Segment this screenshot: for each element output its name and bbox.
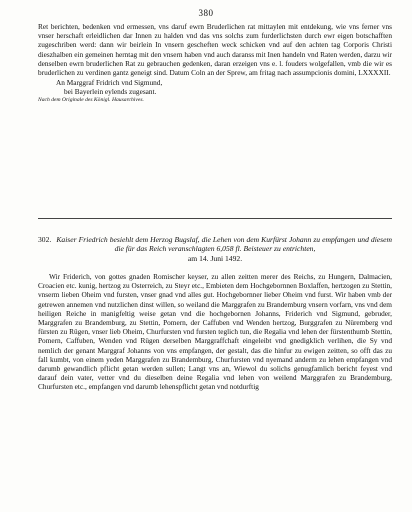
signature-line-2: bei Bayerlein eylends zugesant.	[64, 87, 157, 97]
source-note: Nach dem Originale des Königl. Hausarchives.	[38, 96, 144, 103]
signature-line-1: An Marggraf Fridrich vnd Sigmund,	[56, 78, 163, 88]
page-number: 380	[198, 8, 214, 18]
entry-heading	[38, 235, 392, 263]
entry-date: am 14. Juni 1492.	[187, 253, 243, 263]
section-divider	[38, 218, 392, 219]
entry-regest: Kaiser Friedrich besiehlt dem Herzog Bugslaf, die Lehen von dem Kurfürst Johann zu empfangen und diesem die für das Reich veranschlagten 6,058 fl. Beisteuer zu entrichten,	[56, 235, 392, 254]
body-paragraph: Wir Friderich, von gottes gnaden Romischer keyser, zu allen zeitten merer des Reichs, zu Hungern, Dalmacien, Croacien etc. kunig, hertzog zu Osterreich, zu Steyr etc., Embieten dem Hochgebornnen Boxlaffen, hertzogen zu Stettin, vnserm lieben Oheim vnd fursten, vnser gnad vnd alles gut. Hochgebornner lieber Oheim vnd furst. Wir haben vmb der getrewen annemen vnd nutzlichen dinst willen, so weiland die Marggrafen zu Brandemburg vnsern vorfarn, vns vnd dem heiligen Reiche in manigfeltig weise getan vnd die hochgebornen Johanns, Friderich vnd Sigmund, gebruder, Marggrafen zu Brandemburg, zu Stettin, Pomern, der Caffuben vnd Wenden hertzog, Burggrafen zu Nüremberg vnd fürsten zu Rügen, vnser lieb Oheim, Churfursten vnd fursten teglich tun, die Regalia vnd lehen der fürstenthumb Stettin, Pomern, Caffuben, Wenden vnd Rügen derselben Marggraffchaft eingeleibt vnd gnedigklich verlihen, die Sy vnd nemlich der genant Marggraf Johanns von vns empfangen, der gestalt, das die hinfur zu ewigen zeitten, so offt das zu fall kumbt, von einem yeden Marggrafen zu Brandemburg, Churfursten vnd nyemand anderm zu lehen empfangen vnd darumb gewandlich pflicht getan werden sullen; Langt vns an, Wiewol du solichs genugfamlich bericht feyest vnd darauf dein vater, vetter vnd du dieselben deine Regalia vnd lehen von weilend Marggrafen zu Brandemburg, Churfursten etc., empfangen vnd darumb lehenspflicht getan vnd notdurftig	[38, 272, 392, 392]
document-body	[38, 272, 392, 392]
entry-number: 302.	[38, 235, 52, 244]
letter-continuation	[38, 22, 392, 104]
top-paragraph: Ret berichten, bedenken vnd ermessen, vns daruf ewrn Bruderlichen rat mittaylen mit entdekung, wie vns ferner vns vnser herschaft erleidlichen dar Innen zu halden vnd das vns solchs zum furderlichsten durch ewr eigen botschafften zugeschriben werd: dann wir beirlein In vnsern gescheften weck schicken vnd auf den achten tag Corporis Christi dieszhalben ein gemeinen herntag mit den vnsern haben vnd auch daranss mit Inen handeln vnd Raten werden, darzu wir denselben ewrn bruderlichen Rat zu gebrauchen gedenken, daran erzeigen vns e. l. fouders wolgefallen, vmb die wir es bruderlichen zu verdinen gantz geneigt sind. Datum Coln an der Sprew, am fritag nach assumpcionis domini, LXXXXII.	[38, 22, 392, 78]
